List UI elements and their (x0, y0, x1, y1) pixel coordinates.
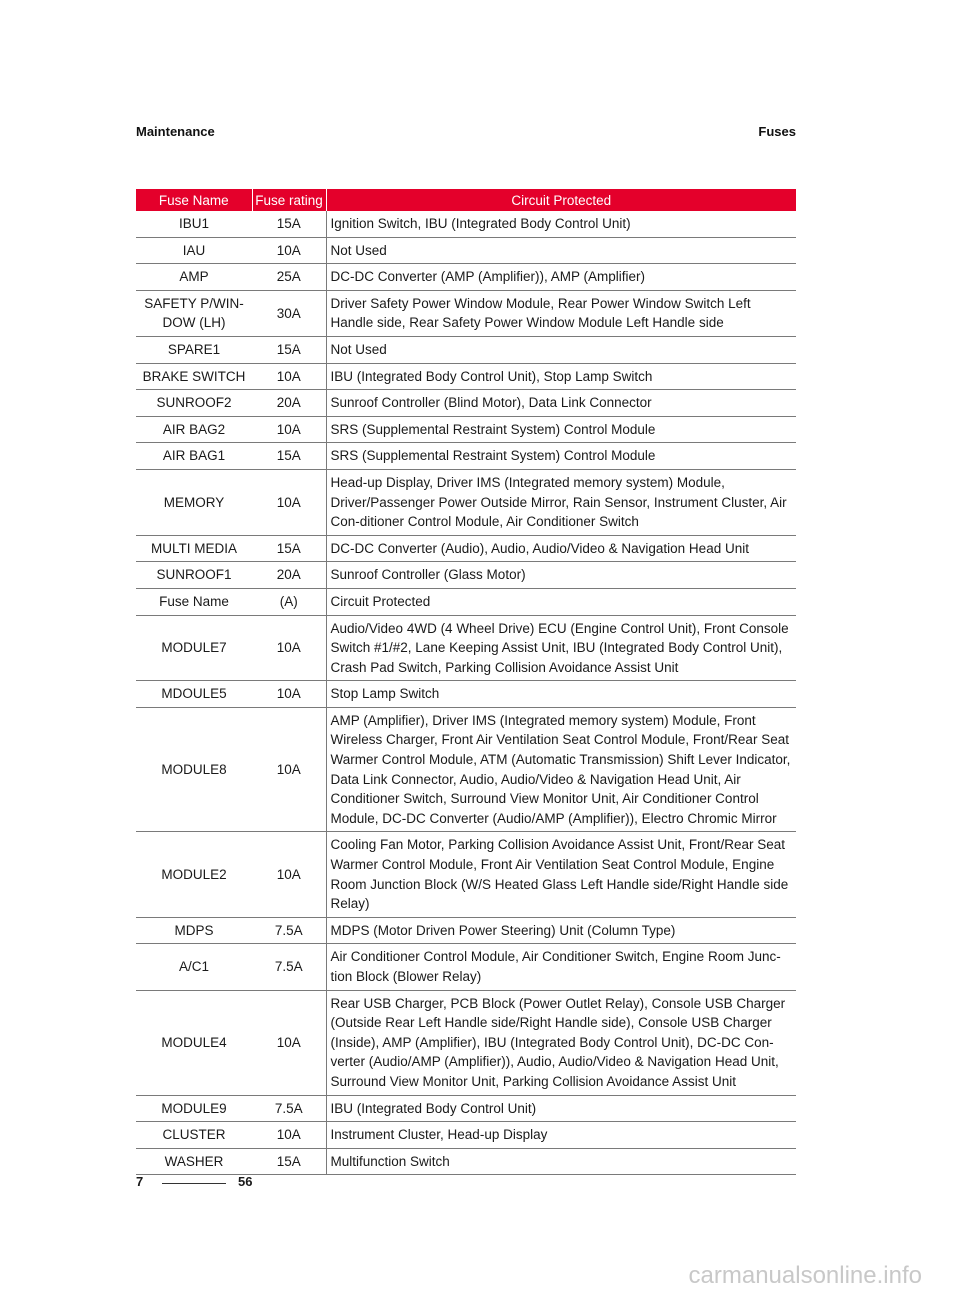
fuse-name-cell: MODULE4 (136, 990, 252, 1095)
fuse-rating-cell: 10A (252, 990, 326, 1095)
fuse-name-cell: IBU1 (136, 211, 252, 237)
table-row (136, 832, 796, 917)
table-header-row (136, 189, 796, 211)
circuit-protected-cell: Not Used (326, 237, 796, 264)
fuse-name-cell: SUNROOF1 (136, 562, 252, 589)
fuse-name-cell: MDOULE5 (136, 681, 252, 708)
circuit-protected-cell: Multifunction Switch (326, 1148, 796, 1175)
fuse-name-cell: Fuse Name (136, 588, 252, 615)
footer-divider (162, 1183, 226, 1184)
fuse-rating-cell: 10A (252, 707, 326, 832)
circuit-protected-cell: Audio/Video 4WD (4 Wheel Drive) ECU (Engine Control Unit), Front Console Switch #1/#2, Lane Keeping Assist Unit, IBU (Integrated Body Control Unit), Crash Pad Switch, Parking Collision Avoidance Assist Unit (326, 615, 796, 681)
topic-title: Fuses (758, 124, 796, 139)
table-row (136, 1148, 796, 1175)
fuse-rating-cell: 30A (252, 290, 326, 336)
circuit-protected-cell: Not Used (326, 336, 796, 363)
table-row (136, 707, 796, 832)
table-row (136, 264, 796, 291)
table-row (136, 211, 796, 237)
table-row (136, 237, 796, 264)
table-row (136, 416, 796, 443)
fuse-rating-cell: 10A (252, 237, 326, 264)
fuse-rating-cell: 20A (252, 390, 326, 417)
fuse-name-cell: WASHER (136, 1148, 252, 1175)
table-row (136, 681, 796, 708)
fuse-name-cell: MODULE2 (136, 832, 252, 917)
table-row (136, 535, 796, 562)
fuse-name-cell: MODULE8 (136, 707, 252, 832)
circuit-protected-cell: AMP (Amplifier), Driver IMS (Integrated memory system) Module, Front Wireless Charger, Front Air Ventilation Seat Control Module, Front/Rear Seat Warmer Control Module, ATM (Automatic Transmission) Shift Lever Indicator, Data Link Connector, Audio, Audio/Video & Navigation Head Unit, Air Conditioner Switch, Surround View Monitor Unit, Air Conditioner Control Module, DC-DC Converter (Audio/AMP (Amplifier)), Electro Chromic Mirror (326, 707, 796, 832)
fuse-rating-cell: 10A (252, 615, 326, 681)
column-header-circuit-protected: Circuit Protected (326, 189, 796, 211)
fuse-rating-cell: 15A (252, 1148, 326, 1175)
fuse-rating-cell: 7.5A (252, 1095, 326, 1122)
table-row (136, 562, 796, 589)
table-row (136, 469, 796, 535)
fuse-name-cell: A/C1 (136, 944, 252, 990)
fuse-rating-cell: (A) (252, 588, 326, 615)
circuit-protected-cell: Head-up Display, Driver IMS (Integrated memory system) Module, Driver/Passenger Power Outside Mirror, Rain Sensor, Instrument Cluster, Air Con-ditioner Control Module, Air Conditioner Switch (326, 469, 796, 535)
fuse-rating-cell: 10A (252, 832, 326, 917)
table-row (136, 443, 796, 470)
fuse-name-cell: AIR BAG1 (136, 443, 252, 470)
table-row (136, 944, 796, 990)
circuit-protected-cell: Ignition Switch, IBU (Integrated Body Control Unit) (326, 211, 796, 237)
fuse-rating-cell: 15A (252, 211, 326, 237)
circuit-protected-cell: Instrument Cluster, Head-up Display (326, 1122, 796, 1149)
circuit-protected-cell: DC-DC Converter (AMP (Amplifier)), AMP (Amplifier) (326, 264, 796, 291)
fuse-name-cell: SUNROOF2 (136, 390, 252, 417)
circuit-protected-cell: IBU (Integrated Body Control Unit), Stop Lamp Switch (326, 363, 796, 390)
fuse-rating-cell: 10A (252, 363, 326, 390)
fuse-name-cell: AIR BAG2 (136, 416, 252, 443)
column-header-fuse-rating: Fuse rating (252, 189, 326, 211)
fuse-rating-cell: 10A (252, 1122, 326, 1149)
table-row (136, 917, 796, 944)
fuse-rating-cell: 15A (252, 535, 326, 562)
fuse-rating-cell: 10A (252, 681, 326, 708)
chapter-number: 7 (136, 1174, 144, 1189)
fuse-name-cell: AMP (136, 264, 252, 291)
fuse-rating-cell: 20A (252, 562, 326, 589)
circuit-protected-cell: SRS (Supplemental Restraint System) Control Module (326, 443, 796, 470)
fuse-name-cell: MDPS (136, 917, 252, 944)
table-row (136, 363, 796, 390)
fuse-rating-cell: 10A (252, 416, 326, 443)
fuse-table (136, 189, 796, 1175)
circuit-protected-cell: Stop Lamp Switch (326, 681, 796, 708)
circuit-protected-cell: Air Conditioner Control Module, Air Conditioner Switch, Engine Room Junc-tion Block (Blower Relay) (326, 944, 796, 990)
fuse-rating-cell: 10A (252, 469, 326, 535)
circuit-protected-cell: Circuit Protected (326, 588, 796, 615)
fuse-name-cell: SPARE1 (136, 336, 252, 363)
fuse-rating-cell: 15A (252, 336, 326, 363)
fuse-name-cell: MEMORY (136, 469, 252, 535)
circuit-protected-cell: DC-DC Converter (Audio), Audio, Audio/Video & Navigation Head Unit (326, 535, 796, 562)
circuit-protected-cell: Rear USB Charger, PCB Block (Power Outlet Relay), Console USB Charger (Outside Rear Left Handle side/Right Handle side), Console USB Charger (Inside), AMP (Amplifier), IBU (Integrated Body Control Unit), DC-DC Con-verter (Audio/AMP (Amplifier)), Audio, Audio/Video & Navigation Head Unit, Surround View Monitor Unit, Parking Collision Avoidance Assist Unit (326, 990, 796, 1095)
page-number: 56 (238, 1174, 253, 1189)
table-row (136, 390, 796, 417)
table-row (136, 290, 796, 336)
fuse-name-cell: IAU (136, 237, 252, 264)
circuit-protected-cell: Sunroof Controller (Glass Motor) (326, 562, 796, 589)
fuse-name-cell: SAFETY P/WIN-DOW (LH) (136, 290, 252, 336)
fuse-name-cell: MULTI MEDIA (136, 535, 252, 562)
circuit-protected-cell: Driver Safety Power Window Module, Rear Power Window Switch Left Handle side, Rear Safety Power Window Module Left Handle side (326, 290, 796, 336)
fuse-rating-cell: 7.5A (252, 917, 326, 944)
circuit-protected-cell: IBU (Integrated Body Control Unit) (326, 1095, 796, 1122)
table-row (136, 615, 796, 681)
fuse-name-cell: MODULE7 (136, 615, 252, 681)
table-row (136, 1095, 796, 1122)
watermark-text: carmanualsonline.info (688, 1262, 922, 1289)
circuit-protected-cell: Cooling Fan Motor, Parking Collision Avoidance Assist Unit, Front/Rear Seat Warmer Control Module, Front Air Ventilation Seat Control Module, Engine Room Junction Block (W/S Heated Glass Left Handle side/Right Handle side Relay) (326, 832, 796, 917)
fuse-rating-cell: 7.5A (252, 944, 326, 990)
fuse-name-cell: MODULE9 (136, 1095, 252, 1122)
table-row (136, 1122, 796, 1149)
table-row (136, 336, 796, 363)
fuse-table-container (136, 189, 796, 1175)
section-title: Maintenance (136, 124, 215, 139)
fuse-rating-cell: 25A (252, 264, 326, 291)
fuse-name-cell: CLUSTER (136, 1122, 252, 1149)
circuit-protected-cell: MDPS (Motor Driven Power Steering) Unit (Column Type) (326, 917, 796, 944)
circuit-protected-cell: Sunroof Controller (Blind Motor), Data Link Connector (326, 390, 796, 417)
table-row (136, 990, 796, 1095)
table-row (136, 588, 796, 615)
column-header-fuse-name: Fuse Name (136, 189, 252, 211)
circuit-protected-cell: SRS (Supplemental Restraint System) Control Module (326, 416, 796, 443)
fuse-rating-cell: 15A (252, 443, 326, 470)
fuse-name-cell: BRAKE SWITCH (136, 363, 252, 390)
